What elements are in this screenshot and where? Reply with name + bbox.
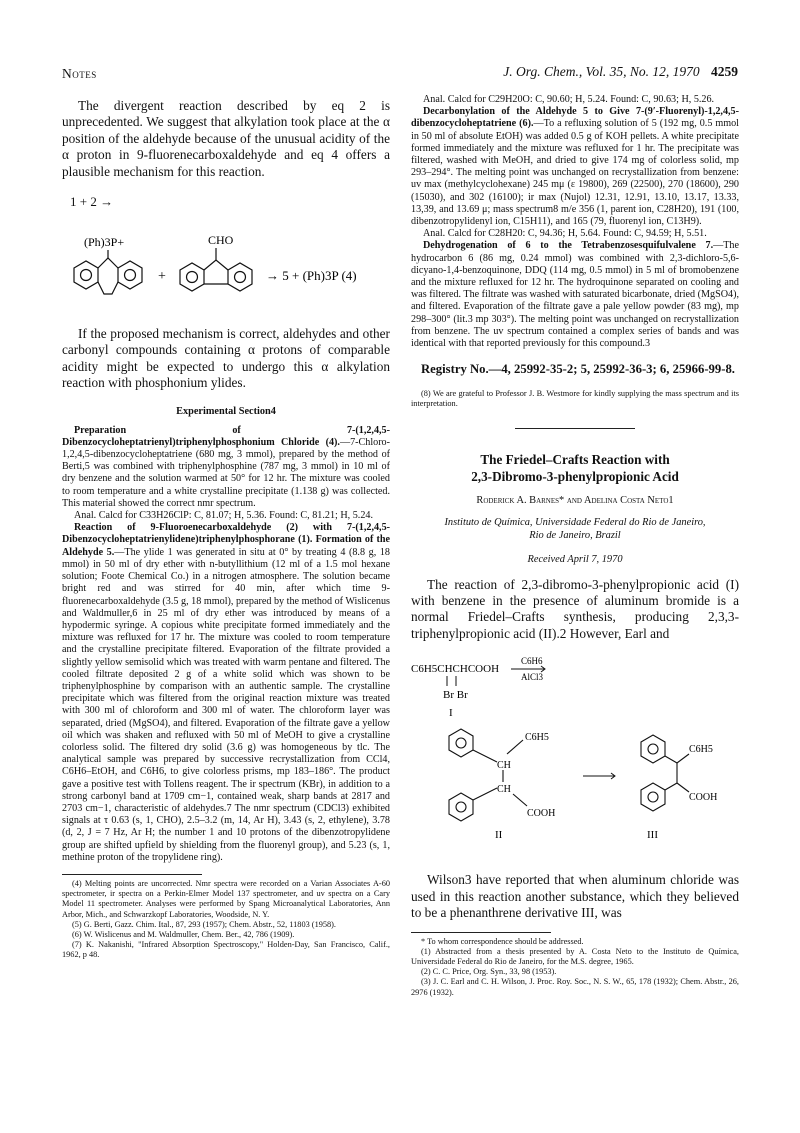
received-date: Received April 7, 1970	[527, 553, 623, 565]
plus-sign: +	[158, 269, 166, 285]
III-c6h5: C6H5	[689, 744, 713, 756]
footnote-rule-right	[411, 932, 551, 933]
prep4-paragraph	[411, 240, 739, 350]
prep2-paragraph	[62, 522, 390, 864]
II-ch-lower: CH	[497, 784, 511, 796]
prep4-title: Dehydrogenation of 6 to the Tetrabenzosesquifulvalene 7.	[423, 240, 714, 252]
scheme-2-drawing	[411, 642, 739, 892]
equation-4	[62, 224, 390, 316]
compound-label-III: III	[647, 829, 658, 842]
article2-continuation: Wilson3 have reported that when aluminum chloride was used in this reaction another substance, which they believed to be a phenanthrene derivative III, was	[411, 872, 739, 921]
authors: Roderick A. Barnes* and Adelina Costa Neto1	[476, 494, 674, 506]
article-divider	[515, 428, 635, 429]
anal1: Anal. Calcd for C33H26ClP: C, 81.07; H, 5.36. Found: C, 81.21; H, 5.24.	[74, 510, 373, 522]
affiliation-line1: Instituto de Química, Universidade Federal do Rio de Janeiro,	[444, 516, 706, 528]
reagent-bottom: AlCl3	[521, 672, 544, 683]
right-column	[411, 94, 739, 998]
prep2-body: —The ylide 1 was generated in situ at 0° by treating 4 (8.8 g, 18 mmol) in 50 ml of dry ether with n-butyllithium (12 ml of a 1.5 mol hexane solution; Foote Chemical Co.) in a nitrogen atmosphere. The solution became bright red and was stirred for 40 min, after which time 9-fluorenecarboxaldehyde (3.5 g, 18 mmol), prepared by the method of Wislicenus and Waldmuller,6 in 25 ml of dry ether was introduced by means of a hypodermic syringe. A copious white precipitate formed immediately and the mixture was refluxed for 17 hr. The mixture was cooled to room temperature and the crystalline precipitate filtered. Evaporation of the filtrate provided a slightly yellow semisolid which was treated with warm pentane and filtered. The cooled filtrate deposited 2 g of a white solid which was shown to be triphenylphosphine by comparison with an authentic sample. The crystalline precipitate which was filtered from the original reaction mixture was treated with 300 ml of chloroform and 300 ml of water. The chloroform layer was separated, dried (MgSO4), and filtered. Evaporation of the filtrate gave a yellow oil which was shaken and refluxed with 50 ml of MeOH to give a crystalline colorless solid. The filtered dry solid (3.6 g) was homogeneous by tlc. The analytical sample was prepared by successive recrystallization from CCl4, C6H6–EtOH, and C6H6, to give colorless prisms, mp 183–186°. The product gave a positive test with Tollens reagent. The ir spectrum (KBr), in addition to a strong carbonyl band at 1709 cm−1, contained weak, sharp bands at 2817 and 2703 cm−1, characteristic of aldehydes.7 The nmr spectrum (CDCl3) exhibited signals at τ 0.63 (s, 1, CHO), 2.5–3.2 (m, 14, Ar H), 3.43 (s, 2, ethylene), 3.78 (d, 2, J = 7 Hz, Ar H; the number 1 and 10 protons of the dibenzotropylidene group are shifted upfield by shielding from the fluorenyl group), and 5.23 (s, 1, methine proton of the tropylidene ring).	[62, 546, 390, 863]
dibenzotropylidene-structure	[74, 250, 142, 294]
article2-title-line1: The Friedel–Crafts Reaction with	[480, 451, 670, 467]
footnote-7: (7) K. Nakanishi, "Infrared Absorption Spectroscopy," Holden-Day, San Francisco, Calif., 1962, p 48.	[62, 940, 390, 960]
left-column	[62, 98, 390, 961]
equation-4-structures	[62, 224, 390, 316]
footnote-2: (2) C. C. Price, Org. Syn., 33, 98 (1953).	[421, 967, 557, 977]
cho-label: CHO	[208, 233, 234, 248]
page-number: 4259	[711, 64, 738, 79]
article2-intro: The reaction of 2,3-dibromo-3-phenylpropionic acid (I) with benzene in the presence of aluminum bromide is a normal Friedel–Crafts synthesis, producing 2,3,3-triphenylpropionic acid (II).2 However, Earl and	[411, 576, 739, 641]
compound-label-II: II	[495, 829, 503, 842]
compound-III-structure	[641, 735, 689, 811]
fluorene-structure	[180, 248, 252, 291]
reaction-scheme-2	[411, 642, 739, 892]
footnote-star: * To whom correspondence should be addressed.	[421, 936, 584, 946]
acknowledgment-footnote: (8) We are grateful to Professor J. B. Westmore for kindly supplying the mass spectrum and its interpretation.	[411, 389, 739, 409]
affiliation	[411, 516, 739, 542]
prep1-paragraph	[62, 425, 390, 510]
prep2-title: Reaction of 9-Fluoroenecarboxaldehyde (2) with 7-(1,2,4,5-Dibenzocycloheptatrienylidene)triphenylphosphorane (1). Formation of the Aldehyde 5.	[62, 522, 390, 558]
prep1-title: Preparation of 7-(1,2,4,5-Dibenzocycloheptatrienyl)triphenylphosphonium Chloride (4).	[62, 424, 390, 448]
compound-label-I: I	[449, 707, 453, 720]
footnote-1: (1) Abstracted from a thesis presented by A. Costa Neto to the Instituto de Química, Universidade Federal do Rio de Janeiro, for the M.S. degree, 1965.	[411, 946, 739, 966]
journal-header	[503, 64, 738, 80]
reactant-formula: C6H5CHCHCOOH	[411, 663, 500, 676]
mechanism-paragraph: If the proposed mechanism is correct, aldehydes and other carbonyl compounds containing α protons of comparable acidity might be expected to undergo this α alkylation reaction with phosphonium ylides.	[62, 326, 390, 391]
footnote-6: (6) W. Wislicenus and M. Waldmuller, Chem. Ber., 42, 786 (1909).	[72, 929, 295, 939]
article2-title-line2: 2,3-Dibromo-3-phenylpropionic Acid	[471, 468, 679, 484]
footnote-4: (4) Melting points are uncorrected. Nmr spectra were recorded on a Varian Associates A-60 spectrometer, ir spectra on a Perkin-Elmer Model 137 spectrometer, and uv spectra on a Cary Model 11 spectrometer. Analyses were performed by Spang Microanalytical Laboratories, Ann Arbor, Mich., and Schwarzkopf Laboratories, Woodside, N. Y.	[62, 878, 390, 919]
intro-paragraph: The divergent reaction described by eq 2 is unprecedented. We suggest that alkylation took place at the α position of the aldehyde because of the unusual acidity of the α proton in 9-fluorenecarboxaldehyde and eq 4 offers a plausible mechanism for this reaction.	[62, 98, 390, 179]
footnote-rule	[62, 874, 202, 875]
prep3-paragraph	[411, 106, 739, 228]
II-ch-upper: CH	[497, 760, 511, 772]
anal3: Anal. Calcd for C28H20: C, 94.36; H, 5.64. Found: C, 94.59; H, 5.51.	[423, 228, 707, 240]
affiliation-line2: Rio de Janeiro, Brazil	[529, 529, 621, 541]
prep3-title: Decarbonylation of the Aldehyde 5 to Give 7-(9′-Fluorenyl)-1,2,4,5-dibenzocycloheptatriene (6).	[411, 106, 739, 130]
II-c6h5: C6H5	[525, 732, 549, 744]
III-cooh: COOH	[689, 792, 718, 804]
journal-citation: J. Org. Chem., Vol. 35, No. 12, 1970	[503, 64, 700, 79]
reagent-top: C6H6	[521, 656, 543, 667]
registry-numbers: Registry No.—4, 25992-35-2; 5, 25992-36-3; 6, 25966-99-8.	[421, 362, 735, 377]
br-br-label: Br Br	[443, 689, 468, 702]
eq4-products: → 5 + (Ph)3P (4)	[266, 268, 357, 284]
scheme-line: 1 + 2 →	[70, 194, 114, 210]
footnote-5: (5) G. Berti, Gazz. Chim. Ital., 87, 293 (1957); Chem. Abstr., 52, 11803 (1958).	[72, 919, 337, 929]
prep3-body: —To a refluxing solution of 5 (192 mg, 0.5 mmol in 50 ml of absolute EtOH) was added 0.5 g of KOH pellets. A white precipitate formed immediately and the mixture was refluxed for 1 hr. The precipitate was filtered, washed with MeOH, and dried to give 174 mg of colorless solid, mp 293–294°. The melting point was unchanged on recrystallization from benzene: uv max (methylcyclohexane) 245 mμ (ε 19800), 269 (22500), 270 (18600), 290 (15030), and 302 (16100); ir max (Nujol) 12.31, 12.91, 13.10, 13.17, 13.33, 13,39, and 13.69 μ; mass spectrum8 m/e 356 (1, parent ion, C28H20), 191 (100, dibenzotropylidenyl ion, C15H11), and 165 (79, fluorenyl ion, C13H9).	[411, 118, 739, 228]
compound-II-structure	[449, 729, 527, 821]
article2-title	[411, 451, 739, 485]
experimental-heading: Experimental Section4	[176, 405, 276, 417]
footnote-3: (3) J. C. Earl and C. H. Wilson, J. Proc. Roy. Soc., N. S. W., 65, 178 (1932); Chem. Abstr., 26, 2976 (1932).	[411, 977, 739, 997]
anal2: Anal. Calcd for C29H20O: C, 90.60; H, 5.24. Found: C, 90.63; H, 5.26.	[423, 94, 715, 105]
prep1-body: —7-Chloro-1,2,4,5-dibenzocycloheptatriene (680 mg, 3 mmol), prepared by the method of Berti,5 was combined with triphenylphosphine (787 mg, 3 mmol) in 10 ml of dry benzene and the solution warmed at 50° for 12 hr. The mixture was cooled to room temperature and a white crystalline precipitate (1.138 g) was collected. This material showed the correct nmr spectrum.	[62, 436, 390, 509]
II-cooh: COOH	[527, 808, 556, 820]
prep4-body: —The hydrocarbon 6 (86 mg, 0.24 mmol) was combined with 2,3-dichloro-5,6-dicyano-1,4-benzoquinone, DDQ (114 mg, 0.5 mmol) in 5 ml of bromobenzene and the mixture refluxed for 12 hr. The hydroquinone separated on cooling and was filtered. The filtrate was washed with saturated bicarbonate, dried (MgSO4), and filtered. Evaporation of the filtrate gave a pale yellow powder (83 mg), mp 298–300° (lit.3 mp 303°). The melting point was unchanged on recrystallization from benzene. The uv spectrum contained a complex series of bands and was identical with that reported previously for this compound.3	[411, 240, 739, 350]
section-header: Notes	[62, 66, 97, 81]
ph3p-label: (Ph)3P+	[84, 235, 125, 250]
